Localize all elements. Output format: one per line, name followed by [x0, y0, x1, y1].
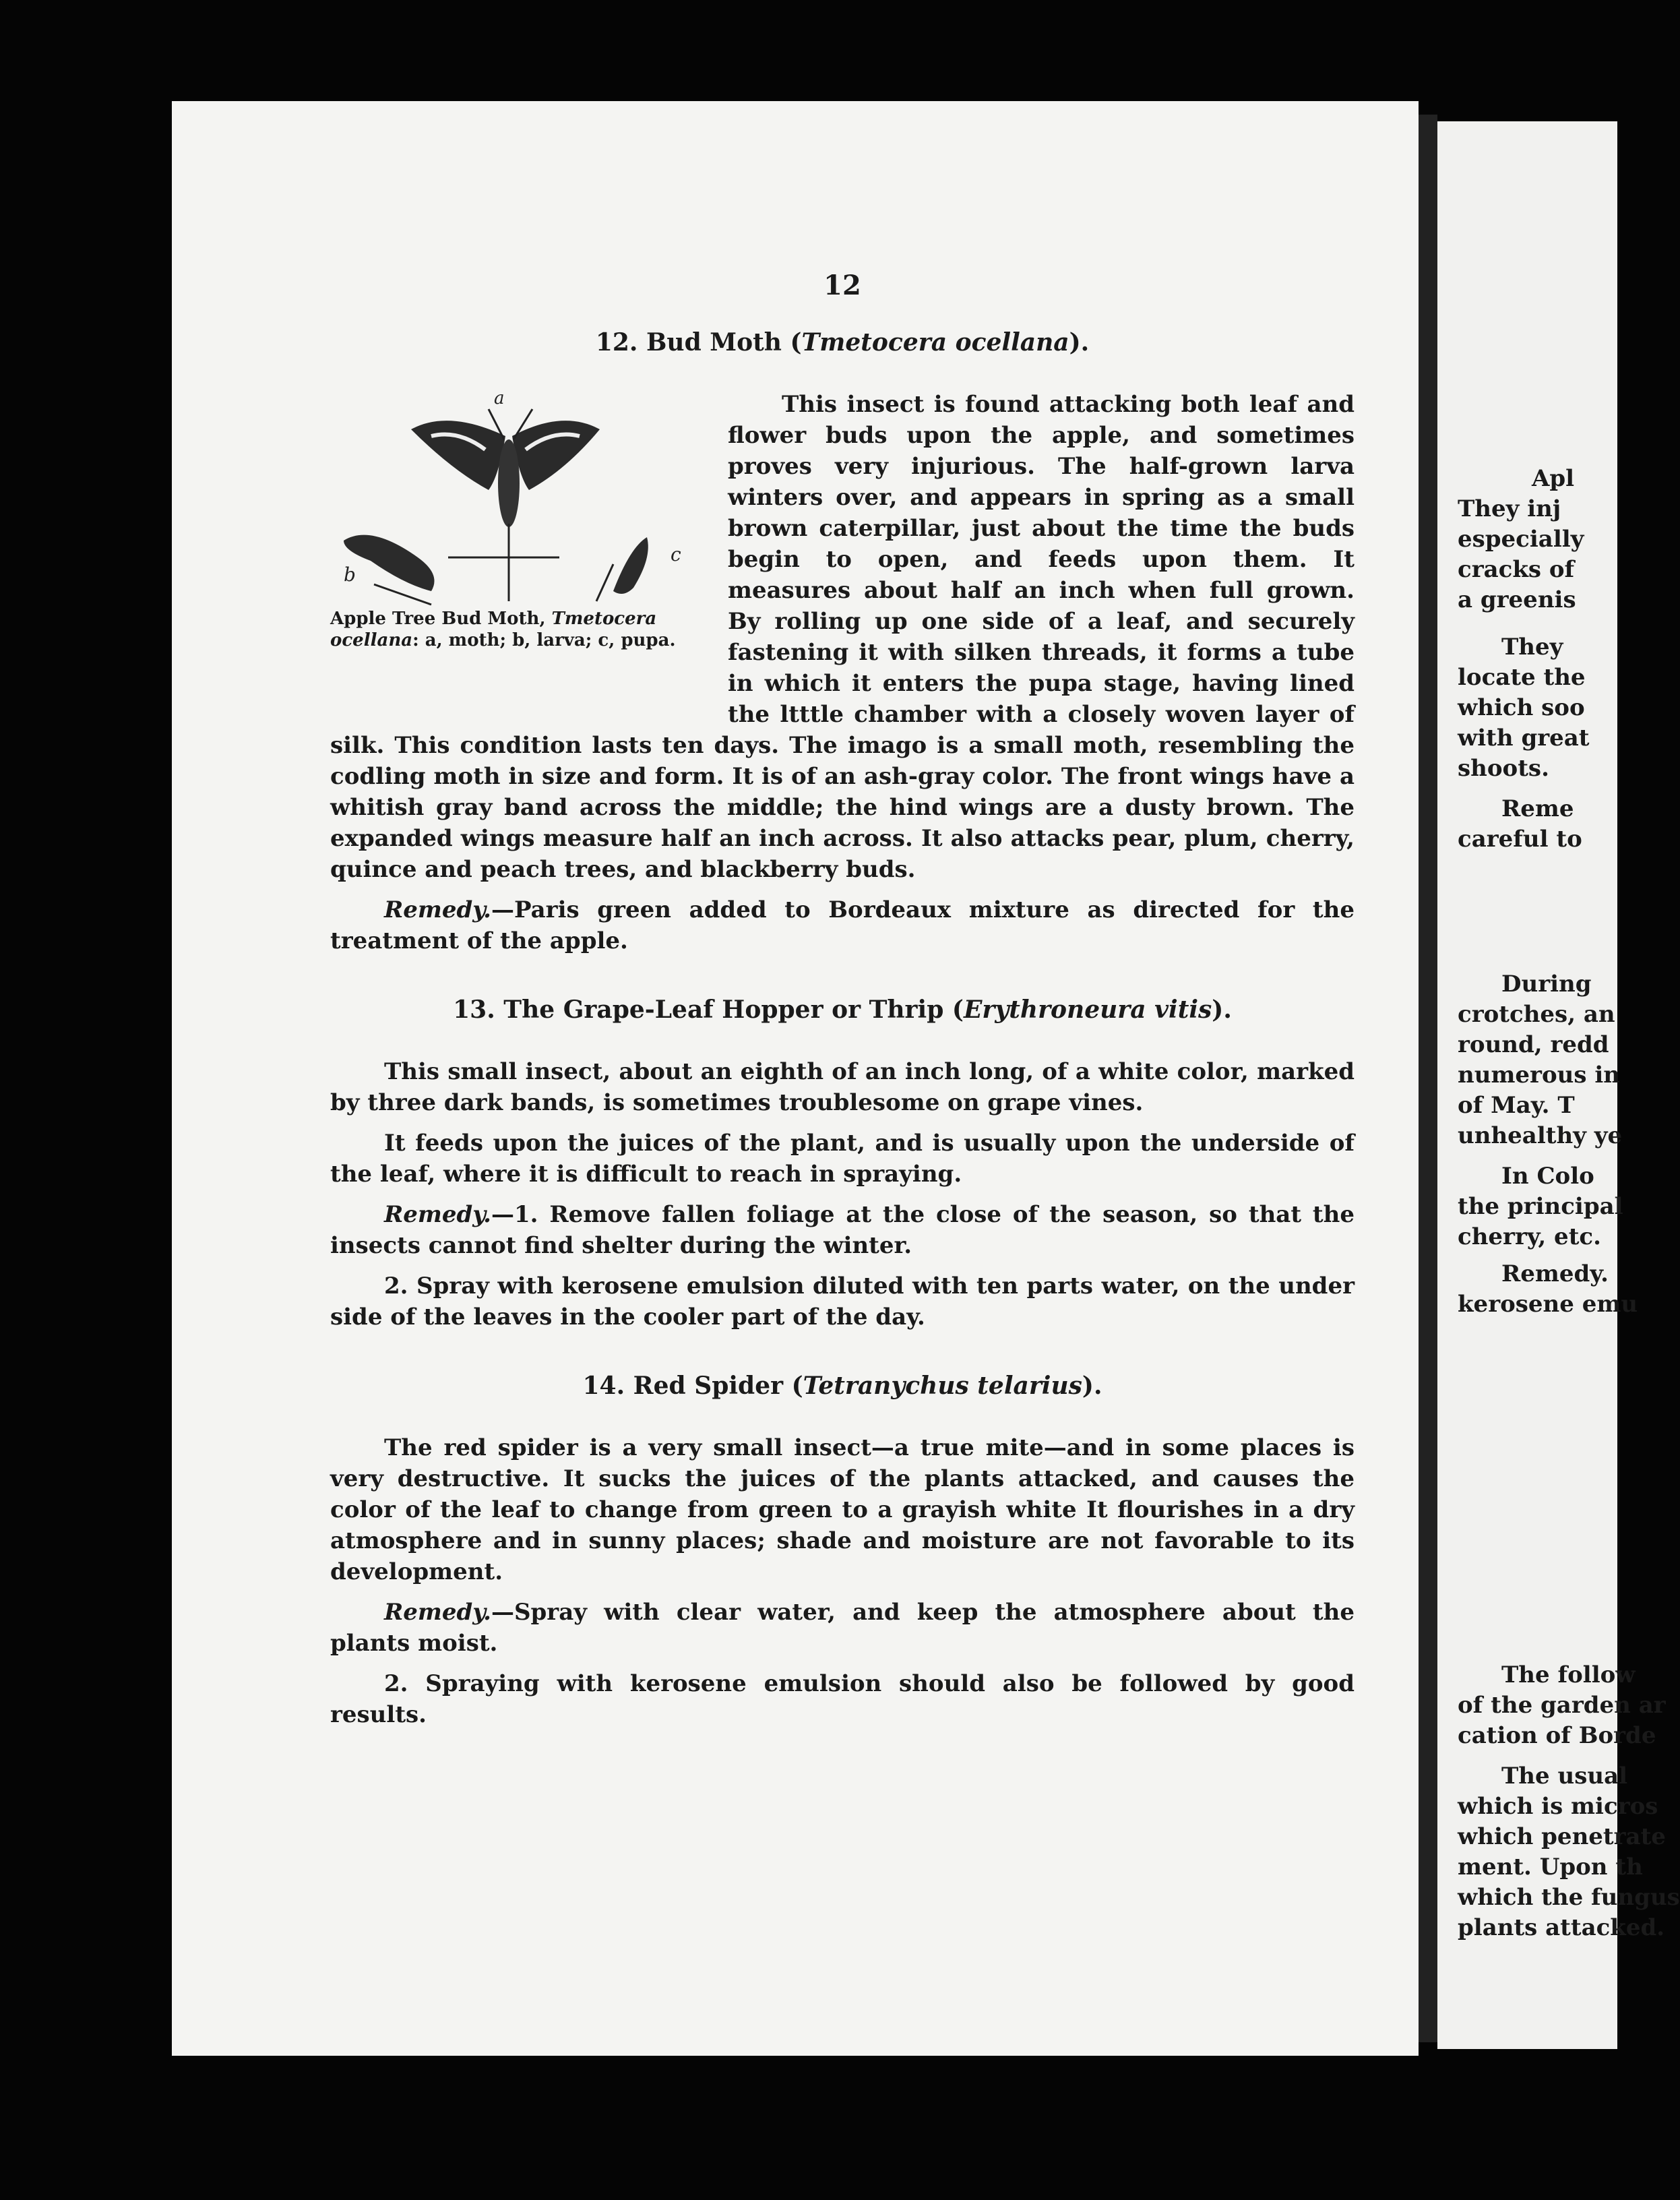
red-spider-remedy-2: 2. Spraying with kerosene emulsion should also be followed by good results. — [330, 1670, 1355, 1728]
heading-scientific-name: Tetranychus telarius — [803, 1372, 1082, 1400]
remedy-text: —Spray with clear water, and keep the atmosphere about the plants moist. — [330, 1599, 1355, 1657]
page-content — [330, 270, 1355, 1740]
grape-hopper-paragraph-2: It feeds upon the juices of the plant, and is usually upon the underside of the leaf, where it is difficult to reach in spraying. — [330, 1130, 1355, 1188]
grape-hopper-remedy-2: 2. Spray with kerosene emulsion diluted with ten parts water, on the under side of the leaves in the cooler part of the day. — [330, 1273, 1355, 1331]
figure-caption — [330, 608, 708, 651]
facing-line: The usual — [1501, 1763, 1628, 1790]
facing-line: especially — [1458, 526, 1584, 553]
section-heading-bud-moth — [330, 328, 1355, 357]
remedy-label: Remedy. — [384, 896, 491, 923]
facing-line: round, redd — [1458, 1031, 1609, 1058]
facing-line: of May. T — [1458, 1092, 1575, 1119]
facing-line: shoots. — [1458, 755, 1549, 782]
remedy-text: —1. Remove fallen foliage at the close of the season, so that the insects cannot find shelter during the winter. — [330, 1201, 1355, 1259]
section-heading-red-spider — [330, 1372, 1355, 1400]
heading-scientific-name: Erythroneura vitis — [963, 996, 1212, 1024]
heading-text: 13. The Grape-Leaf Hopper or Thrip ( — [453, 996, 964, 1024]
caption-end: : a, moth; b, larva; c, pupa. — [412, 630, 676, 650]
figure-label-b: b — [344, 563, 356, 586]
facing-line: cation of Borde — [1458, 1722, 1656, 1749]
facing-line: numerous in — [1458, 1062, 1620, 1089]
facing-line: The follow — [1501, 1661, 1636, 1688]
book-gutter — [1419, 115, 1437, 2042]
figure-label-c: c — [671, 543, 681, 566]
larva-drawing — [344, 535, 435, 605]
facing-line: plants attacked. — [1458, 1914, 1665, 1941]
facing-page — [1437, 121, 1680, 2049]
facing-line: with great — [1458, 725, 1590, 752]
facing-line: which the fungus — [1458, 1884, 1680, 1911]
caption-start: Apple Tree Bud Moth, — [330, 609, 552, 629]
remedy-text: —Paris green added to Bordeaux mixture as directed for the treatment of the apple. — [330, 896, 1355, 954]
heading-end: ). — [1069, 328, 1090, 357]
facing-line: which soo — [1458, 694, 1585, 721]
facing-line: locate the — [1458, 664, 1586, 691]
caption-scientific-name: Tmetocera ocellana — [330, 609, 657, 650]
heading-scientific-name: Tmetocera ocellana — [801, 328, 1069, 357]
facing-line: They inj — [1458, 495, 1561, 522]
facing-line: which penetrate — [1458, 1823, 1666, 1850]
remedy-label: Remedy. — [384, 1201, 491, 1228]
facing-line: In Colo — [1501, 1163, 1594, 1190]
facing-line: cracks of — [1458, 556, 1575, 583]
pupa-drawing — [596, 537, 648, 601]
moth-drawing — [411, 409, 600, 527]
grape-hopper-paragraph-1: This small insect, about an eighth of an inch long, of a white color, marked by three dark bands, is sometimes troublesome on grape vines. — [330, 1058, 1355, 1116]
facing-line: crotches, an — [1458, 1001, 1615, 1028]
bud-moth-illustration — [330, 389, 708, 605]
remedy-label: Remedy. — [384, 1599, 491, 1626]
section-heading-grape-leaf-hopper — [330, 996, 1355, 1024]
red-spider-remedy — [330, 1597, 1355, 1659]
page-number: 12 — [823, 270, 861, 301]
facing-line: Reme — [1501, 795, 1574, 822]
facing-line: kerosene emu — [1458, 1291, 1638, 1318]
figure-label-a: a — [494, 388, 505, 408]
facing-line: the principal — [1458, 1193, 1623, 1220]
bud-moth-remedy — [330, 894, 1355, 956]
facing-line: of the garden ar — [1458, 1692, 1666, 1719]
facing-line: They — [1501, 634, 1563, 661]
heading-text: 12. Bud Moth ( — [595, 328, 802, 357]
heading-text: 14. Red Spider ( — [582, 1372, 803, 1400]
facing-line: ment. Upon th — [1458, 1854, 1643, 1881]
facing-line: a greenis — [1458, 586, 1576, 613]
red-spider-paragraph: The red spider is a very small insect—a true mite—and in some places is very destructive. It sucks the juices of the plants attacked, and causes the color of the leaf to change from green to a grayish white It flourishes in a dry atmosphere and in sunny places; shade and moisture are not favorable to its development. — [330, 1434, 1355, 1585]
grape-hopper-remedy — [330, 1199, 1355, 1261]
facing-line: which is micros — [1458, 1793, 1658, 1820]
facing-line: unhealthy ye — [1458, 1122, 1623, 1149]
facing-line: Apl — [1532, 465, 1575, 492]
heading-end: ). — [1212, 996, 1232, 1024]
facing-line: cherry, etc. — [1458, 1223, 1601, 1250]
facing-line: Remedy. — [1501, 1260, 1609, 1287]
facing-line: During — [1501, 971, 1592, 998]
bud-moth-figure — [330, 389, 708, 706]
heading-end: ). — [1082, 1372, 1102, 1400]
facing-line: careful to — [1458, 826, 1582, 853]
bud-moth-paragraph: This insect is found attacking both leaf and flower buds upon the apple, and sometimes proves very injurious. The half-grown larva winters over, and appears in spring as a small brown caterpillar, just about the time the buds begin to open, and feeds upon them. It measures about half an inch when full grown. By rolling up one side of a leaf, and securely fastening it with silken threads, it forms a tube in which it enters the pupa stage, having lined the ltttle chamber with a closely woven layer of silk. This condition lasts ten days. The imago is a small moth, resembling the codling moth in size and form. It is of an ash-gray color. The front wings have a whitish gray band across the middle; the hind wings are a dusty brown. The expanded wings measure half an inch across. It also attacks pear, plum, cherry, quince and peach trees, and blackberry buds. — [330, 391, 1355, 883]
